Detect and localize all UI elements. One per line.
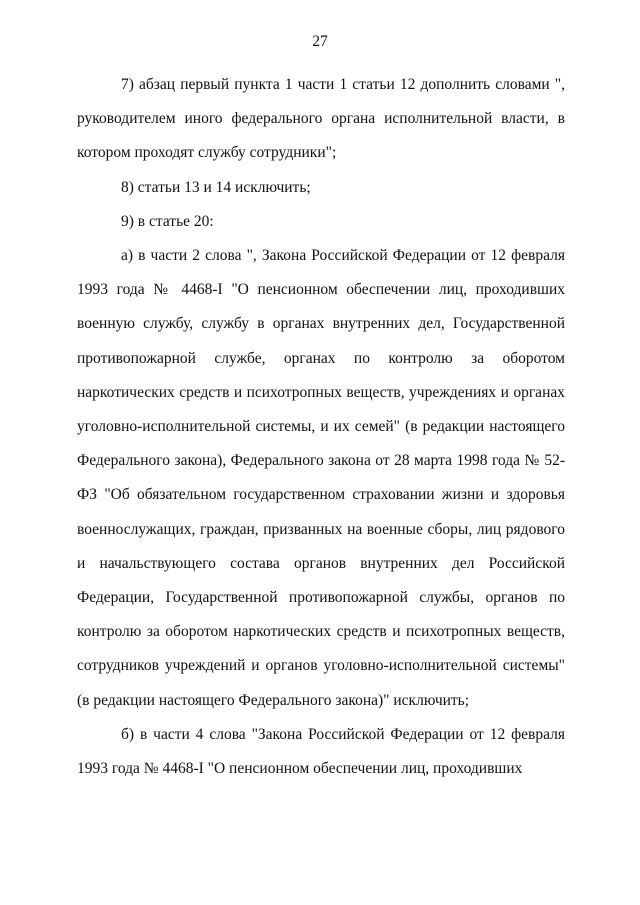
paragraph-item-7: 7) абзац первый пункта 1 части 1 статьи 12 дополнить словами ", руководителем иного федерального органа исполнительной власти, в котором проходят службу сотрудники"; (77, 76, 565, 162)
page-number: 27 (312, 33, 328, 50)
paragraph-item-8: 8) статьи 13 и 14 исключить; (121, 178, 311, 196)
document-body (77, 68, 565, 786)
paragraph-item-9: 9) в статье 20: (121, 212, 214, 230)
paragraph-subitem-a: а) в части 2 слова ", Закона Российской Федерации от 12 февраля 1993 года № 4468-I "О пенсионном обеспечении лиц, проходивших военную службу, службу в органах внутренних дел, Государственной противопожарной службе, органах по контролю за оборотом наркотических средств и психотропных веществ, учреждениях и органах уголовно-исполнительной системы, и их семей" (в редакции настоящего Федерального закона), Федерального закона от 28 марта 1998 года № 52-ФЗ "Об обязательном государственном страховании жизни и здоровья военнослужащих, граждан, призванных на военные сборы, лиц рядового и начальствующего состава органов внутренних дел Российской Федерации, Государственной противопожарной службы, органов по контролю за оборотом наркотических средств и психотропных веществ, сотрудников учреждений и органов уголовно-исполнительной системы" (в редакции настоящего Федерального закона)" исключить; (77, 247, 565, 709)
paragraph-subitem-b: б) в части 4 слова "Закона Российской Федерации от 12 февраля 1993 года № 4468-I "О пенсионном обеспечении лиц, проходивших (77, 725, 565, 778)
